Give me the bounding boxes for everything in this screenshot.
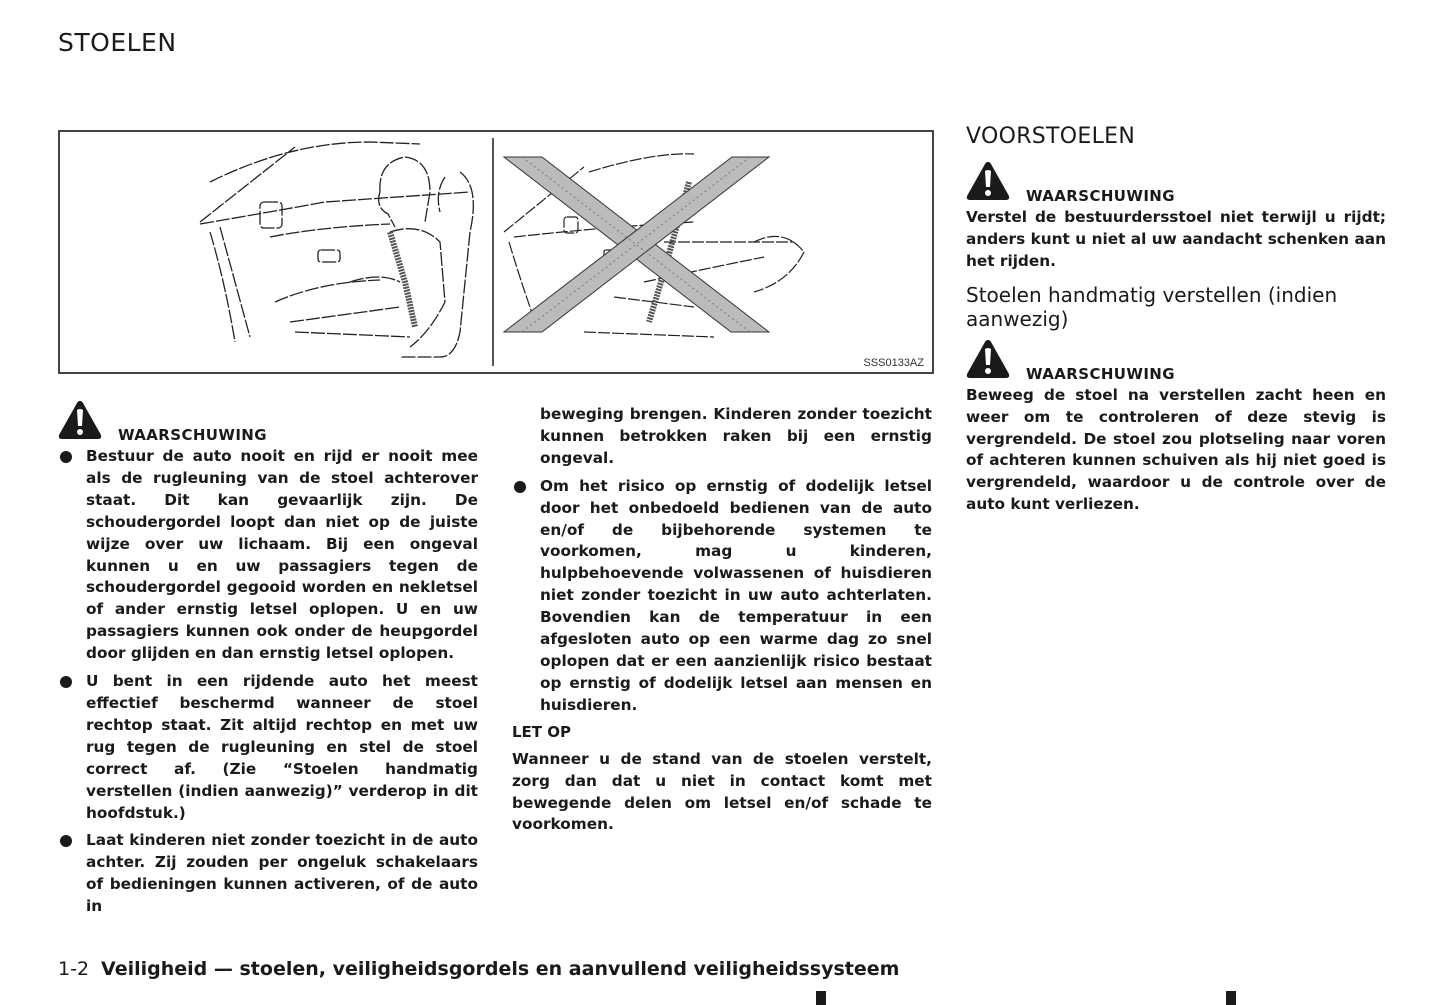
warning-bullet-list [58,446,478,918]
chapter-title: Veiligheid — stoelen, veiligheidsgordels en aanvullend veiligheidssysteem [101,958,900,980]
thumb-tab-mark [816,991,826,1005]
middle-column [512,404,932,836]
warning-label: WAARSCHUWING [118,426,267,444]
thumb-tab-mark [1226,991,1236,1005]
warning-triangle-icon [966,161,1010,201]
bullet-icon [60,676,72,688]
warning-label: WAARSCHUWING [1026,364,1175,383]
warning-header [58,400,478,446]
right-column [966,124,1386,516]
bullet-icon [60,835,72,847]
list-item: Bestuur de auto nooit en rijd er nooit mee als de rugleuning van de stoel achterover staat. Dit kan gevaarlijk zijn. De schoudergordel loopt dan niet op de juiste wijze over uw lichaam. Bij een ongeval kunnen u en uw passagiers tegen de schoudergordel gegooid worden en nekletsel of ander ernstig letsel oplopen. U en uw passagiers kunnen ook onder de heupgordel door glijden en dan ernstig letsel oplopen. [58,446,478,665]
list-item: Laat kinderen niet zonder toezicht in de auto achter. Zij zouden per ongeluk schakelaars of bedieningen kunnen activeren, of de auto in [58,830,478,918]
list-item: Om het risico op ernstig of dodelijk letsel door het onbedoeld bedienen van de auto en/of de bijbehorende systemen te voorkomen, mag u kinderen, hulpbehoevende volwassenen of huisdieren niet zonder toezicht in uw auto achterlaten. Bovendien kan de temperatuur in een afgesloten auto op een warme dag zo snel oplopen dat er een aanzienlijk risico bestaat op ernstig of dodelijk letsel aan mensen en huisdieren. [512,476,932,717]
warning-text: Verstel de bestuurdersstoel niet terwijl u rijdt; anders kunt u niet al uw aandacht schenken aan het rijden. [966,208,1386,270]
page-title: STOELEN [58,28,177,57]
subsection-title: Stoelen handmatig verstellen (indien aanwezig) [966,282,1338,331]
bullet-icon [514,481,526,493]
page-number: 1-2 [58,958,90,980]
page-footer [58,958,899,980]
list-item: U bent in een rijdende auto het meest effectief beschermd wanneer de stoel rechtop staat. Zit altijd rechtop en met uw rug tegen de rugleuning en stel de stoel correct af. (Zie “Stoelen handmatig verstellen (indien aanwezig)” verderop in dit hoofdstuk.) [58,671,478,824]
warning-label: WAARSCHUWING [1026,187,1175,205]
bullet-icon [60,451,72,463]
warning-triangle-icon [966,339,1010,379]
section-title: VOORSTOELEN [966,124,1136,149]
warning-header [966,339,1386,385]
illustration-figure [58,130,934,374]
reclined-seating-crossed-out-illustration [494,132,930,372]
caution-label: LET OP [512,722,572,741]
caution-text: Wanneer u de stand van de stoelen verstelt, zorg dan dat u niet in contact komt met bewegende delen om letsel en/of schade te voorkomen. [512,749,932,834]
warning-bullet-list-continued [512,476,932,717]
warning-triangle-icon [58,400,102,440]
bullet-continuation: beweging brengen. Kinderen zonder toezicht kunnen betrokken raken bij een ernstig ongeval. [540,405,932,467]
correct-seating-illustration [60,132,492,372]
left-column [58,400,478,924]
figure-code: SSS0133AZ [863,357,924,369]
warning-header [966,161,1386,207]
warning-text: Beweeg de stoel na verstellen zacht heen en weer om te controleren of deze stevig is vergrendeld. De stoel zou plotseling naar voren of achteren kunnen schuiven als hij niet goed is vergrendeld, waardoor u de controle over de auto kunt verliezen. [966,385,1386,514]
